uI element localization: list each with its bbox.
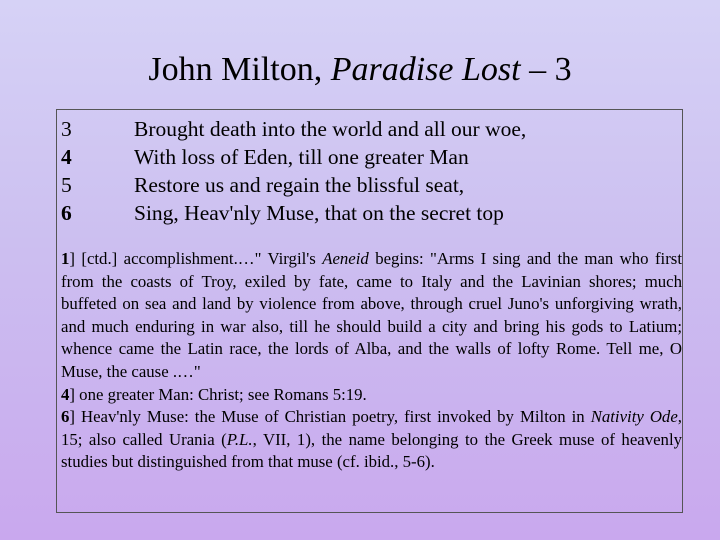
note-6 — [61, 406, 682, 474]
title-part: – 3 — [520, 51, 572, 88]
note-text: ] [ctd.] accomplishment.…" Virgil's — [69, 249, 323, 268]
note-1 — [61, 248, 682, 384]
note-text: , VII, 1), the name belonging to the Greek muse of heavenly studies but distinguished from that muse (cf. ibid., 5-6). — [61, 429, 683, 472]
verse-number: 6 — [61, 201, 72, 225]
note-text: ] one greater Man: Christ; see Romans 5:19. — [69, 384, 367, 404]
note-italic: Nativity Ode — [590, 407, 678, 427]
slide-title — [0, 48, 720, 92]
note-text: begins: "Arms I sing and the man who first from the coasts of Troy, exiled by fate, came to Italy and the Lavinian shores; much buffeted on sea and land by violence from above, through cruel Juno's unforgiving wrath, and much enduring in war also, till he should build a city and bring his gods to Latium; whence came the Latin race, the lords of Alba, and the walls of lofty Rome. Tell me, O Muse, the cause .…" — [61, 249, 682, 381]
note-text: , 15; also called Urania ( — [61, 407, 682, 449]
title-author: John Milton, — [148, 51, 331, 88]
note-number: 4 — [61, 384, 70, 404]
verse-text: With loss of Eden, till one greater Man — [134, 145, 469, 169]
verse-number: 4 — [61, 145, 72, 169]
note-text: ] Heav'nly Muse: the Muse of Christian poetry, first invoked by Milton in — [69, 407, 591, 427]
note-italic: P.L. — [226, 429, 253, 449]
note-italic: Aeneid — [322, 249, 369, 268]
content-panel — [56, 109, 683, 513]
note-4 — [61, 384, 682, 407]
verse-number: 5 — [61, 173, 72, 197]
notes-block — [61, 248, 682, 474]
verse-number: 3 — [61, 117, 72, 141]
note-number: 1 — [61, 249, 70, 268]
verse-text: Sing, Heav'nly Muse, that on the secret top — [134, 201, 504, 225]
note-number: 6 — [61, 407, 70, 427]
verse-text: Restore us and regain the blissful seat, — [134, 173, 465, 197]
verse-text: Brought death into the world and all our woe, — [134, 117, 527, 141]
title-work: Paradise Lost — [330, 51, 521, 88]
